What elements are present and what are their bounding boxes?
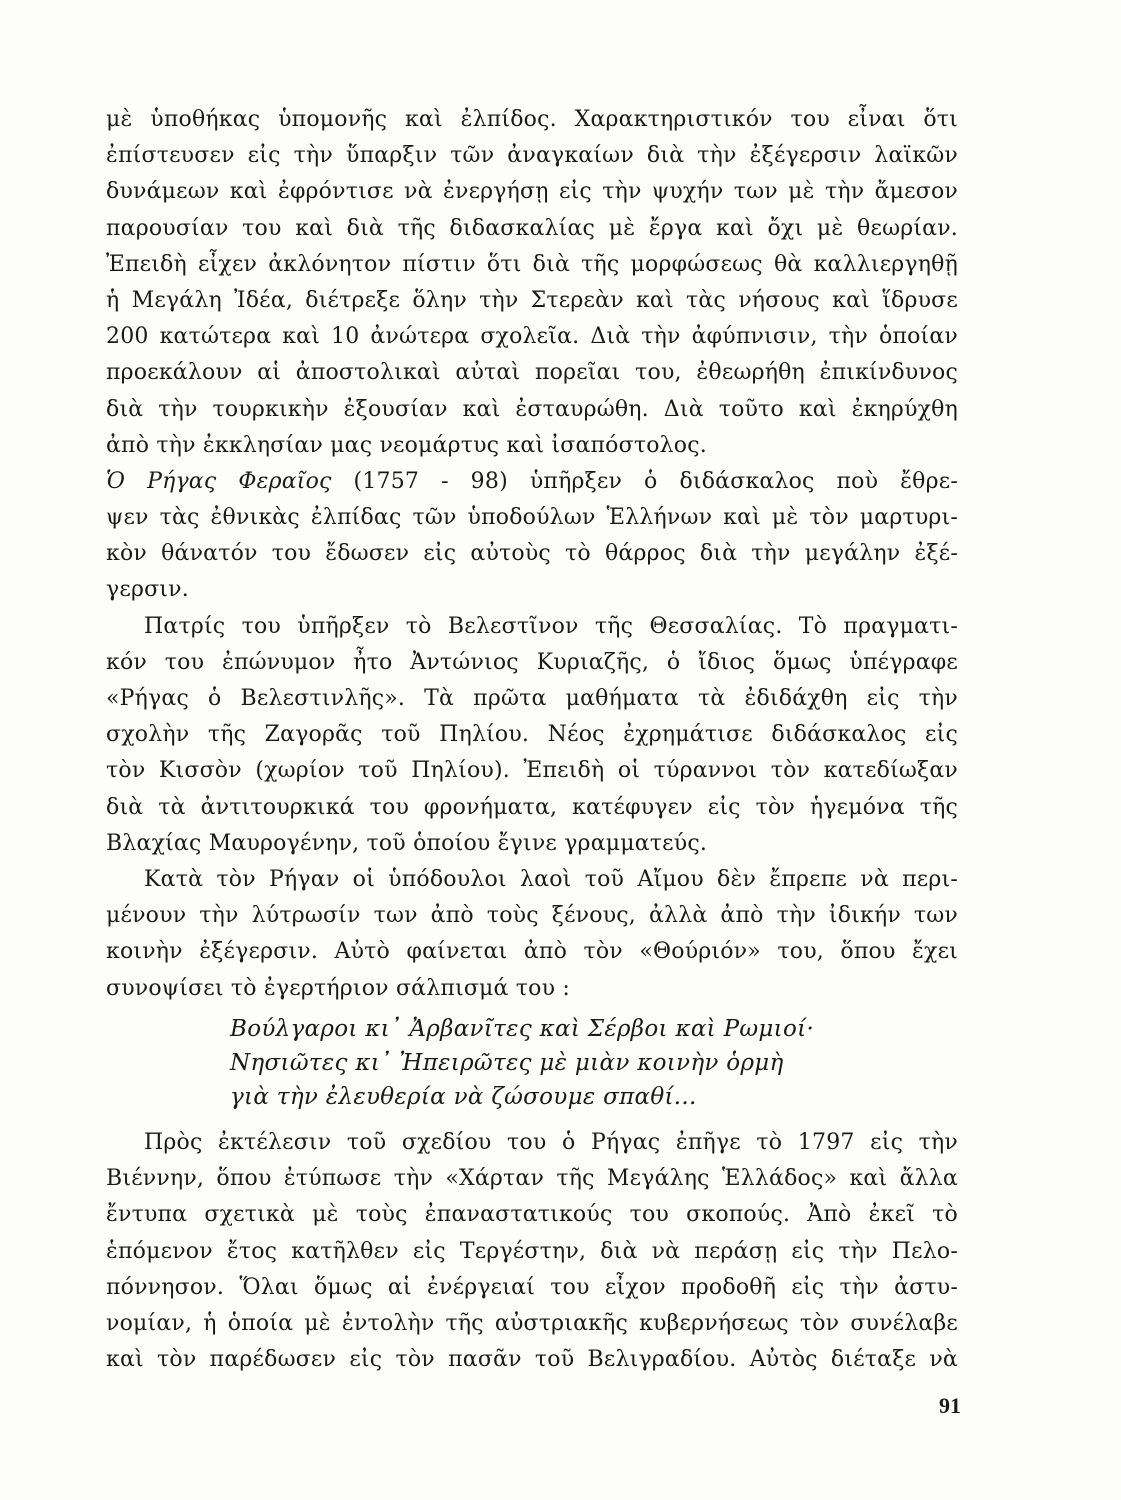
text-line: σχολὴν τῆς Ζαγορᾶς τοῦ Πηλίου. Νέος ἐχρημάτισε διδάσκαλος εἰς [106,722,958,748]
poem-line: Βούλγαροι κι᾿ Ἀρβανῖτες καὶ Σέρβοι καὶ Ρωμιοί· [230,1016,815,1042]
poem-line: Νησιῶτες κι᾿ Ἠπειρῶτες μὲ μιὰν κοινὴν ὁρμὴ [230,1050,784,1076]
rigas-name: Ὁ Ρήγας Φεραῖος [106,468,332,494]
text-line: Βιέννην, ὅπου ἐτύπωσε τὴν «Χάρταν τῆς Μεγάλης Ἑλλάδος» καὶ ἄλλα [106,1166,958,1192]
text-line: κὸν θάνατόν του ἔδωσεν εἰς αὐτοὺς τὸ θάρρος διὰ τὴν μεγάλην ἐξέ- [106,541,958,567]
page-number: 91 [939,1393,961,1418]
text-line: ἡ Μεγάλη Ἰδέα, διέτρεξε ὅλην τὴν Στερεὰν καὶ τὰς νήσους καὶ ἵδρυσε [106,287,958,313]
rigas-dates-text: (1757 - 98) ὑπῆρξεν ὁ διδάσκαλος ποὺ ἔθρε- [331,468,958,494]
text-line: ἑπόμενον ἔτος κατῆλθεν εἰς Τεργέστην, διὰ νὰ περάσῃ εἰς τὴν Πελο- [106,1238,958,1264]
text-line: κοινὴν ἐξέγερσιν. Αὐτὸ φαίνεται ἀπὸ τὸν «Θούριόν» του, ὅπου ἔχει [106,939,958,965]
text-line: πόννησον. Ὅλαι ὅμως αἱ ἐνέργειαί του εἶχον προδοθῆ εἰς τὴν ἀστυ- [106,1274,958,1300]
text-line: κόν του ἐπώνυμον ἦτο Ἀντώνιος Κυριαζῆς, ὁ ἴδιος ὅμως ὑπέγραφε [106,649,958,675]
text-line: Βλαχίας Μαυρογένην, τοῦ ὁποίου ἔγινε γραμματεύς. [106,830,708,856]
text-line: νομίαν, ἡ ὁποία μὲ ἐντολὴν τῆς αὐστριακῆς κυβερνήσεως τὸν συνέλαβε [106,1310,958,1336]
text-line: τὸν Κισσὸν (χωρίον τοῦ Πηλίου). Ἐπειδὴ οἱ τύραννοι τὸν κατεδίωξαν [106,758,958,784]
text-line: γερσιν. [106,577,189,603]
body-text-block-2 [106,1125,958,1378]
text-line: μὲ ὑποθήκας ὑπομονῆς καὶ ἐλπίδος. Χαρακτηριστικόν του εἶναι ὅτι [106,107,958,132]
text-line: «Ρήγας ὁ Βελεστινλῆς». Τὰ πρῶτα μαθήματα τὰ ἐδιδάχθη εἰς τὴν [106,686,958,711]
body-text-block [106,102,958,1007]
text-line: ἀπὸ τὴν ἐκκλησίαν μας νεομάρτυς καὶ ἰσαπόστολος. [106,432,707,458]
text-line: παρουσίαν του καὶ διὰ τῆς διδασκαλίας μὲ ἔργα καὶ ὄχι μὲ θεωρίαν. [106,215,958,241]
text-line: μένουν τὴν λύτρωσίν των ἀπὸ τοὺς ξένους, ἀλλὰ ἀπὸ τὴν ἰδικήν των [106,903,958,929]
text-line: Κατὰ τὸν Ρήγαν οἱ ὑπόδουλοι λαοὶ τοῦ Αἴμου δὲν ἔπρεπε νὰ περι- [144,866,958,892]
poem-quote [230,1012,870,1114]
poem-line: γιὰ τὴν ἐλευθερία νὰ ζώσουμε σπαθί... [230,1084,697,1110]
text-line: καὶ τὸν παρέδωσεν εἰς τὸν πασᾶν τοῦ Βελιγραδίου. Αὐτὸς διέταξε νὰ [106,1347,958,1373]
text-line: Πατρίς του ὑπῆρξεν τὸ Βελεστῖνον τῆς Θεσσαλίας. Τὸ πραγματι- [144,613,958,639]
text-line: 200 κατώτερα καὶ 10 ἀνώτερα σχολεῖα. Διὰ τὴν ἀφύπνισιν, τὴν ὁποίαν [106,324,958,350]
text-line: Πρὸς ἐκτέλεσιν τοῦ σχεδίου του ὁ Ρήγας ἐπῆγε τὸ 1797 εἰς τὴν [144,1130,958,1155]
text-line: ἐπίστευσεν εἰς τὴν ὕπαρξιν τῶν ἀναγκαίων διὰ τὴν ἐξέγερσιν λαϊκῶν [106,143,958,169]
text-line: διὰ τὰ ἀντιτουρκικά του φρονήματα, κατέφυγεν εἰς τὸν ἡγεμόνα τῆς [106,794,958,820]
text-line: προεκάλουν αἱ ἀποστολικαὶ αὐταὶ πορεῖαι του, ἐθεωρήθη ἐπικίνδυνος [106,360,958,386]
text-line: συνοψίσει τὸ ἐγερτήριον σάλπισμά του : [106,975,571,1001]
text-line: ἔντυπα σχετικὰ μὲ τοὺς ἐπαναστατικούς του σκοπούς. Ἀπὸ ἐκεῖ τὸ [106,1202,958,1228]
text-line: Ἐπειδὴ εἶχεν ἀκλόνητον πίστιν ὅτι διὰ τῆς μορφώσεως θὰ καλλιεργηθῇ [106,251,958,277]
text-line-rigas-heading [106,464,958,500]
text-line: ψεν τὰς ἐθνικὰς ἐλπίδας τῶν ὑποδούλων Ἑλλήνων καὶ μὲ τὸν μαρτυρι- [106,505,958,531]
text-line: διὰ τὴν τουρκικὴν ἐξουσίαν καὶ ἐσταυρώθη. Διὰ τοῦτο καὶ ἐκηρύχθη [106,396,958,422]
text-line: δυνάμεων καὶ ἐφρόντισε νὰ ἐνεργήσῃ εἰς τὴν ψυχήν των μὲ τὴν ἄμεσον [106,179,958,205]
